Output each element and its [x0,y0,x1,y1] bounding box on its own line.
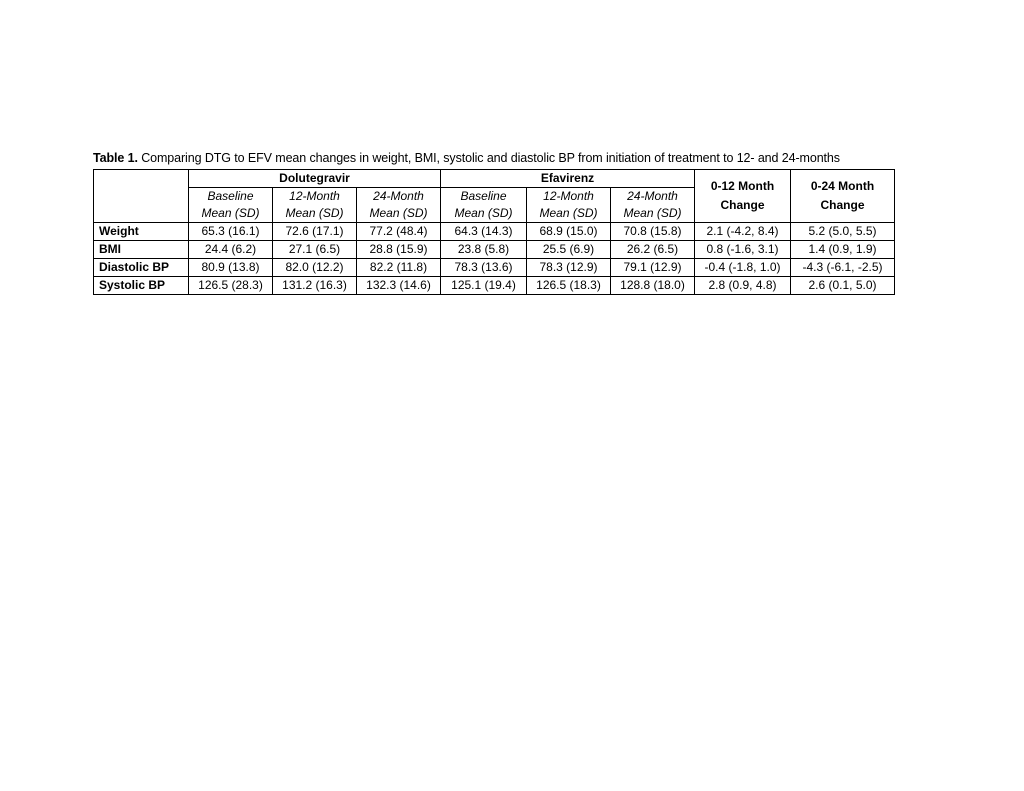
table-caption [93,151,840,165]
table-cell: 2.8 (0.9, 4.8) [695,277,791,295]
table-cell: 64.3 (14.3) [441,223,527,241]
subheader-bottom: Mean (SD) [273,205,357,223]
table-cell: 72.6 (17.1) [273,223,357,241]
subheader-bottom: Mean (SD) [189,205,273,223]
group-header-efv: Efavirenz [441,170,695,188]
table-row [94,259,895,277]
row-label: Systolic BP [94,277,189,295]
results-table [93,169,895,295]
table-cell: 68.9 (15.0) [527,223,611,241]
row-label: Diastolic BP [94,259,189,277]
table-cell: 25.5 (6.9) [527,241,611,259]
table-cell: 70.8 (15.8) [611,223,695,241]
table-row [94,241,895,259]
subheader-top: 24-Month [357,188,441,206]
table-cell: 77.2 (48.4) [357,223,441,241]
table-cell: 24.4 (6.2) [189,241,273,259]
table-cell: 82.0 (12.2) [273,259,357,277]
table-cell: 131.2 (16.3) [273,277,357,295]
caption-text: Comparing DTG to EFV mean changes in weight, BMI, systolic and diastolic BP from initiation of treatment to 12- and 24-months [137,151,840,165]
group-header-change-24 [791,170,895,223]
table-cell: 27.1 (6.5) [273,241,357,259]
group-header-dtg: Dolutegravir [189,170,441,188]
row-label: Weight [94,223,189,241]
corner-cell [94,170,189,188]
group-header-change-12 [695,170,791,223]
subheader-top: Baseline [441,188,527,206]
table-cell: 82.2 (11.8) [357,259,441,277]
table-cell: 80.9 (13.8) [189,259,273,277]
table-cell: -0.4 (-1.8, 1.0) [695,259,791,277]
table-cell: -4.3 (-6.1, -2.5) [791,259,895,277]
table-cell: 126.5 (18.3) [527,277,611,295]
subheader-top: Baseline [189,188,273,206]
subheader-bottom: Mean (SD) [611,205,695,223]
table-row [94,223,895,241]
subheader-bottom: Mean (SD) [441,205,527,223]
table-cell: 79.1 (12.9) [611,259,695,277]
table-cell: 65.3 (16.1) [189,223,273,241]
table-cell: 28.8 (15.9) [357,241,441,259]
table-cell: 0.8 (-1.6, 3.1) [695,241,791,259]
table-cell: 125.1 (19.4) [441,277,527,295]
subheader-bottom: Mean (SD) [357,205,441,223]
table-cell: 5.2 (5.0, 5.5) [791,223,895,241]
change-12-label: 0-12 Month Change [710,179,775,212]
table-cell: 26.2 (6.5) [611,241,695,259]
subheader-top: 12-Month [273,188,357,206]
table-cell: 128.8 (18.0) [611,277,695,295]
subheader-top: 12-Month [527,188,611,206]
subheader-bottom: Mean (SD) [527,205,611,223]
table-cell: 78.3 (13.6) [441,259,527,277]
corner-cell-lower [94,188,189,223]
caption-label: Table 1. [93,151,138,165]
table-cell: 1.4 (0.9, 1.9) [791,241,895,259]
table-cell: 126.5 (28.3) [189,277,273,295]
table-cell: 78.3 (12.9) [527,259,611,277]
change-24-label: 0-24 Month Change [810,179,875,212]
table-cell: 2.6 (0.1, 5.0) [791,277,895,295]
subheader-top: 24-Month [611,188,695,206]
table-cell: 2.1 (-4.2, 8.4) [695,223,791,241]
table-cell: 132.3 (14.6) [357,277,441,295]
group-header-row [94,170,895,188]
table-cell: 23.8 (5.8) [441,241,527,259]
table-row [94,277,895,295]
row-label: BMI [94,241,189,259]
